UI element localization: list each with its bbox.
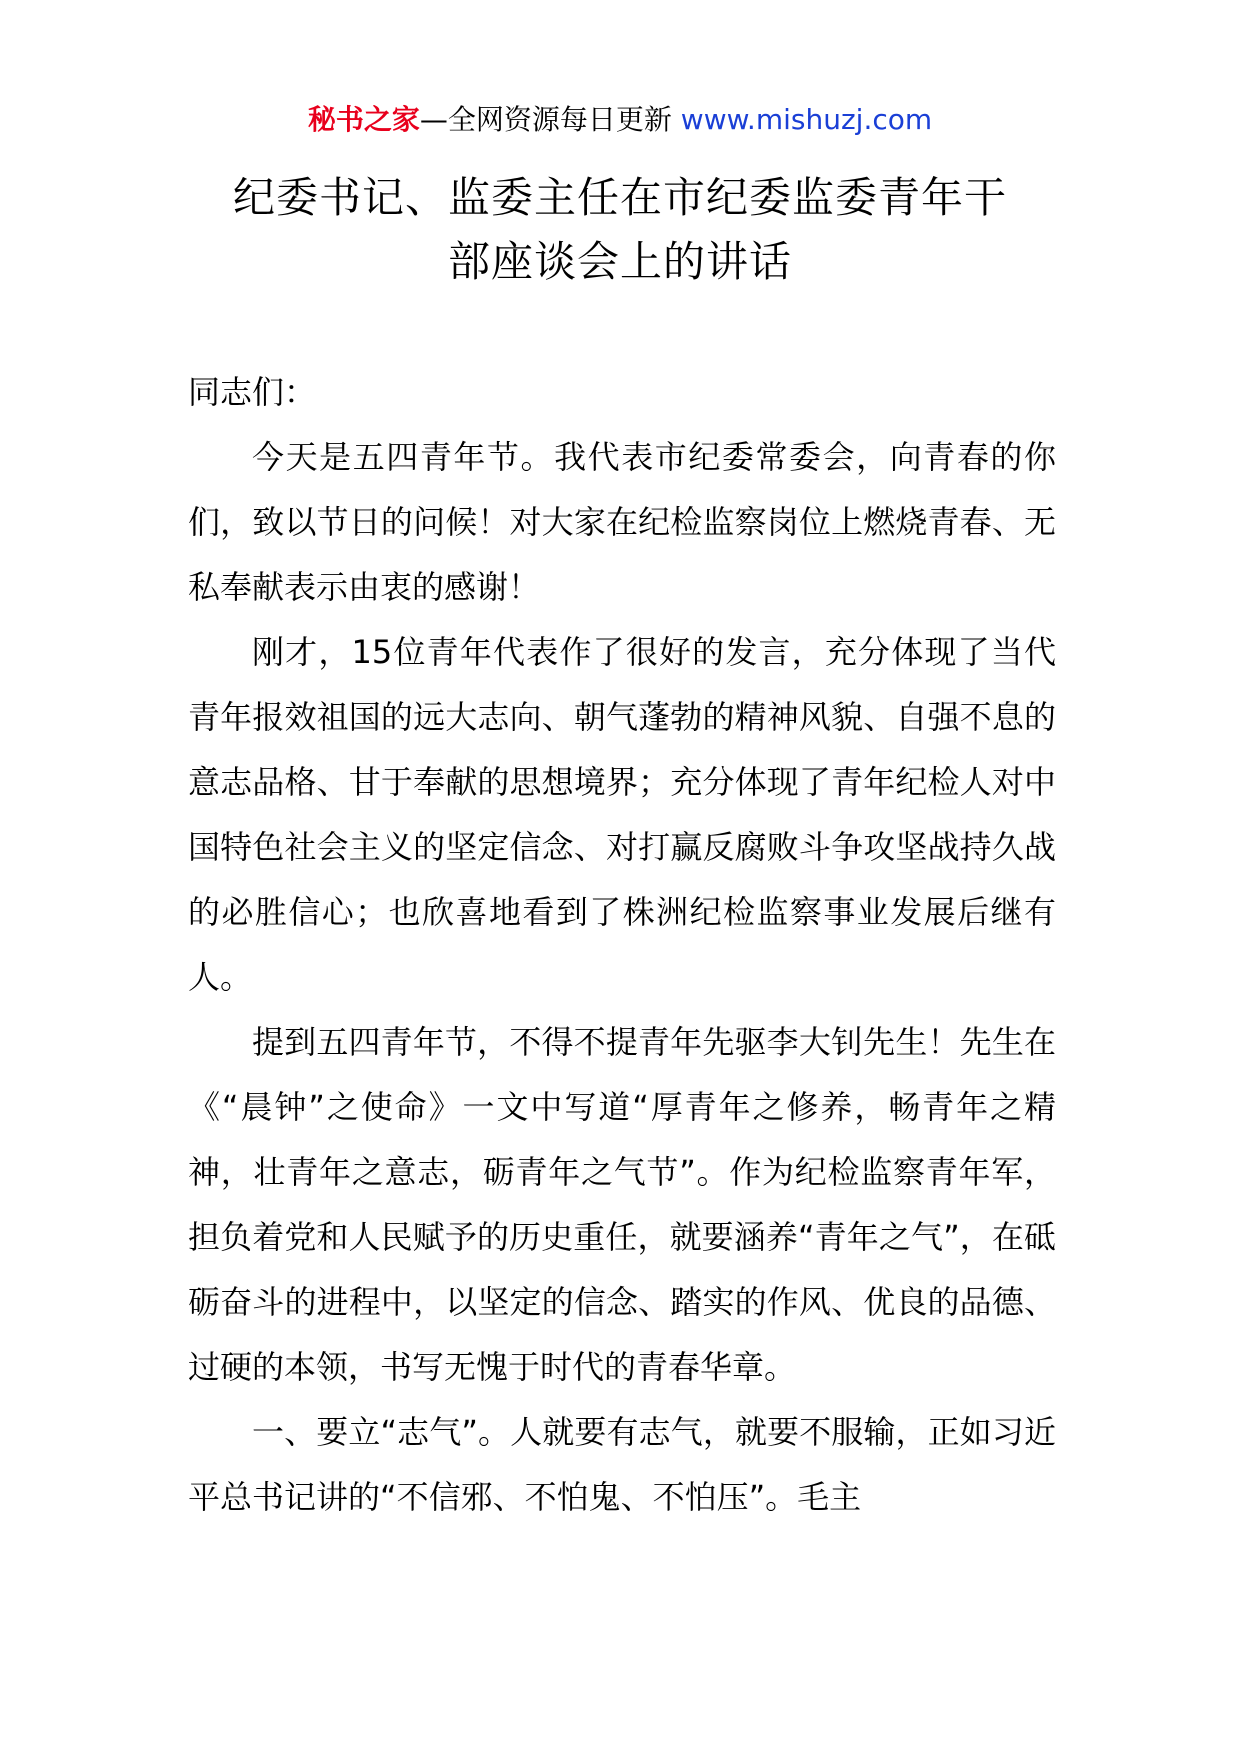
title-line-1: 纪委书记、监委主任在市纪委监委青年干 [232, 173, 1007, 222]
site-url-link[interactable]: www.mishuzj.com [680, 103, 933, 136]
header-tagline: —全网资源每日更新 [419, 103, 672, 136]
paragraph: 今天是五四青年节。我代表市纪委常委会，向青春的你们，致以节日的问候！对大家在纪检监察岗位上燃烧青春、无私奉献表示由衷的感谢！ [188, 438, 1056, 606]
paragraph: 刚才，15位青年代表作了很好的发言，充分体现了当代青年报效祖国的远大志向、朝气蓬勃的精神风貌、自强不息的意志品格、甘于奉献的思想境界；充分体现了青年纪检人对中国特色社会主义的坚定信念、对打赢反腐败斗争攻坚战持久战的必胜信心；也欣喜地看到了株洲纪检监察事业发展后继有人。 [188, 633, 1056, 996]
paragraph: 一、要立“志气”。人就要有志气，就要不服输，正如习近平总书记讲的“不信邪、不怕鬼、不怕压”。毛主 [188, 1413, 1056, 1516]
paragraph: 提到五四青年节，不得不提青年先驱李大钊先生！先生在《“晨钟”之使命》一文中写道“厚青年之修养，畅青年之精神，壮青年之意志，砺青年之气节”。作为纪检监察青年军，担负着党和人民赋予的历史重任，就要涵养“青年之气”，在砥砺奋斗的进程中，以坚定的信念、踏实的作风、优良的品德、过硬的本领，书写无愧于时代的青春华章。 [188, 1023, 1056, 1386]
document-title [140, 166, 1100, 294]
site-header [0, 100, 1240, 140]
document-body [188, 360, 1056, 1530]
salutation: 同志们： [188, 373, 317, 411]
title-line-2: 部座谈会上的讲话 [447, 237, 792, 286]
brand-name: 秘书之家 [307, 103, 420, 136]
